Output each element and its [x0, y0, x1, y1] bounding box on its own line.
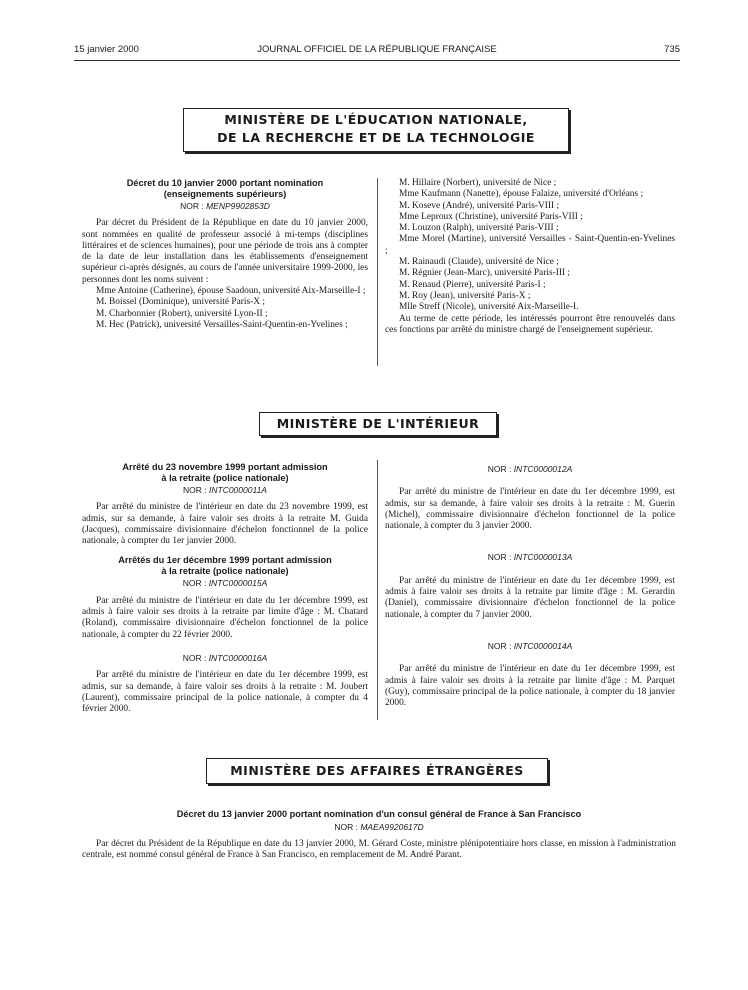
b1-nor: NOR : INTC0000012A	[487, 464, 573, 474]
nor-label: NOR :	[180, 201, 207, 211]
appointee-entry: M. Boissel (Dominique), université Paris-X ;	[96, 297, 265, 308]
decree-title-line1: Décret du 10 janvier 2000 portant nomination	[126, 178, 324, 188]
names-list-left	[82, 286, 368, 331]
ministry-foreign-affairs-title: MINISTÈRE DES AFFAIRES ÉTRANGÈRES	[230, 763, 524, 778]
arrete3-nor-code: INTC0000016A	[208, 652, 268, 663]
interior-left-column	[82, 462, 368, 715]
column-divider	[377, 178, 378, 366]
decree-closing-paragraph: Au terme de cette période, les intéressés pourront être renouvelés dans ces fonctions par arrêté du ministre chargé de l'enseignement supérieur.	[385, 313, 675, 335]
b1-nor-code: INTC0000012A	[513, 464, 573, 474]
appointee-entry: M. Rainaudi (Claude), université de Nice ;	[399, 257, 559, 268]
consul-decree-title: Décret du 13 janvier 2000 portant nomination d'un consul général de France à San Francisco	[176, 809, 582, 819]
header-rule	[74, 60, 680, 61]
nor-code: MENP9902853D	[206, 201, 270, 211]
running-header	[74, 44, 680, 58]
ministry-interior-title: MINISTÈRE DE L'INTÉRIEUR	[276, 416, 480, 431]
foreign-affairs-block	[82, 809, 676, 861]
appointee-entry: Mme Kaufmann (Nanette), épouse Falaize, université d'Orléans ;	[399, 189, 644, 200]
arrete1-title-line1: Arrêté du 23 novembre 1999 portant admission	[122, 462, 328, 472]
arrete2-text: Par arrêté du ministre de l'intérieur en date du 1er décembre 1999, est admis à faire valoir ses droits à la retraite par limite d'âge : M. Chatard (Roland), commissaire divisionnaire d'échelon fonctionnel de la police nationale, à compter du 22 février 2000.	[82, 595, 368, 640]
appointee-entry: Mme Morel (Martine), université Versailles - Saint-Quentin-en-Yvelines ;	[385, 234, 675, 256]
appointee-entry: M. Régnier (Jean-Marc), université Paris-III ;	[399, 268, 571, 279]
b3-nor-code: INTC0000014A	[513, 640, 573, 651]
ministry-education-line2: DE LA RECHERCHE ET DE LA TECHNOLOGIE	[217, 130, 535, 145]
arrete1-text: Par arrêté du ministre de l'intérieur en date du 23 novembre 1999, est admis, sur sa demande, à faire valoir ses droits à la retraite M. Guida (Jacques), commissaire divisionnaire d'échelon fonctionnel de la police nationale, à compter du 1er janvier 2000.	[82, 502, 368, 547]
appointee-entry: M. Renaud (Pierre), université Paris-I ;	[399, 279, 546, 290]
arrete2-nor-code: INTC0000015A	[208, 578, 268, 589]
decree-intro-paragraph: Par décret du Président de la République en date du 10 janvier 2000, sont nommées en qualité de professeur associé à mi-temps (disciplines littéraires et de sciences humaines), pour une période de trois ans à compter de la date de leur installation dans les établissements d'enseignement supérieur ci-après désignés, au cours de l'année universitaire 1999-2000, les personnes dont les noms suivent :	[82, 218, 368, 285]
appointee-entry: M. Koseve (André), université Paris-VIII ;	[399, 200, 560, 211]
header-page-number: 735	[664, 44, 680, 55]
header-journal-title: JOURNAL OFFICIEL DE LA RÉPUBLIQUE FRANÇAISE	[257, 44, 497, 55]
ministry-education-box	[183, 108, 569, 152]
arrete2-nor: NOR : INTC0000015A	[182, 578, 268, 589]
education-right-column	[385, 178, 675, 336]
b2-nor-code: INTC0000013A	[513, 552, 573, 563]
b2-text: Par arrêté du ministre de l'intérieur en date du 1er décembre 1999, est admis à faire valoir ses droits à la retraite par limite d'âge : M. Gerardin (Daniel), commissaire divisionnaire d'échelon fonctionnel de la police nationale, à compter du 7 janvier 2000.	[385, 575, 675, 620]
arrete1-title-line2: à la retraite (police nationale)	[161, 472, 289, 483]
names-list-right	[385, 178, 675, 314]
ministry-interior-box	[259, 412, 497, 436]
header-date: 15 janvier 2000	[74, 44, 139, 55]
b3-nor: NOR : INTC0000014A	[487, 640, 573, 651]
b3-text: Par arrêté du ministre de l'intérieur en date du 1er décembre 1999, est admis à faire valoir ses droits à la retraite par limite d'âge : M. Parquet (Guy), commissaire principal de la police nationale, à compter du 18 janvier 2000.	[385, 664, 675, 709]
consul-decree-text: Par décret du Président de la République en date du 13 janvier 2000, M. Gérard Coste, ministre plénipotentiaire hors classe, en mission à l'administration centrale, est nommé consul général de France à San Francisco, en remplacement de M. André Parant.	[82, 838, 676, 861]
appointee-entry: Mme Antoine (Catherine), épouse Saadoun, université Aix-Marseille-I ;	[96, 286, 366, 297]
decree-title-line2: (enseignements supérieurs)	[163, 188, 287, 199]
appointee-entry: Mme Leproux (Christine), université Paris-VIII ;	[399, 211, 583, 222]
column-divider-interior	[377, 460, 378, 720]
arrete2-title-line2: à la retraite (police nationale)	[161, 565, 289, 576]
b1-text: Par arrêté du ministre de l'intérieur en date du 1er décembre 1999, est admis, sur sa demande, à faire valoir ses droits à la retraite : M. Guerin (Michel), commissaire divisionnaire d'échelon fonctionnel de la police nationale, à compter du 3 janvier 2000.	[385, 487, 675, 532]
arrete3-nor: NOR : INTC0000016A	[182, 652, 268, 663]
appointee-entry: M. Charbonnier (Robert), université Lyon-II ;	[96, 308, 268, 319]
appointee-entry: M. Hillaire (Norbert), université de Nice ;	[399, 178, 557, 188]
decree-nor	[82, 201, 368, 212]
appointee-entry: M. Roy (Jean), université Paris-X ;	[399, 290, 531, 301]
ministry-education-line1: MINISTÈRE DE L'ÉDUCATION NATIONALE,	[224, 112, 528, 127]
arrete2-title-line1: Arrêtés du 1er décembre 1999 portant admission	[118, 555, 332, 566]
consul-nor-code: MAEA9920617D	[360, 821, 424, 832]
interior-right-column	[385, 462, 675, 709]
ministry-foreign-affairs-box	[206, 758, 548, 784]
arrete1-nor-code: INTC0000011A	[209, 485, 267, 495]
appointee-entry: M. Louzon (Ralph), université Paris-VIII ;	[399, 223, 559, 234]
appointee-entry: M. Hec (Patrick), université Versailles-Saint-Quentin-en-Yvelines ;	[96, 319, 348, 330]
arrete1-nor: NOR : INTC0000011A	[183, 485, 267, 495]
consul-decree-nor: NOR : MAEA9920617D	[334, 821, 424, 832]
appointee-entry: Mlle Streff (Nicole), université Aix-Marseille-I.	[399, 302, 579, 313]
education-left-column	[82, 178, 368, 331]
arrete3-text: Par arrêté du ministre de l'intérieur en date du 1er décembre 1999, est admis, sur sa demande, à faire valoir ses droits à la retraite : M. Joubert (Laurent), commissaire principal de la police nationale, à compter du 4 février 2000.	[82, 670, 368, 715]
b2-nor: NOR : INTC0000013A	[487, 552, 573, 563]
